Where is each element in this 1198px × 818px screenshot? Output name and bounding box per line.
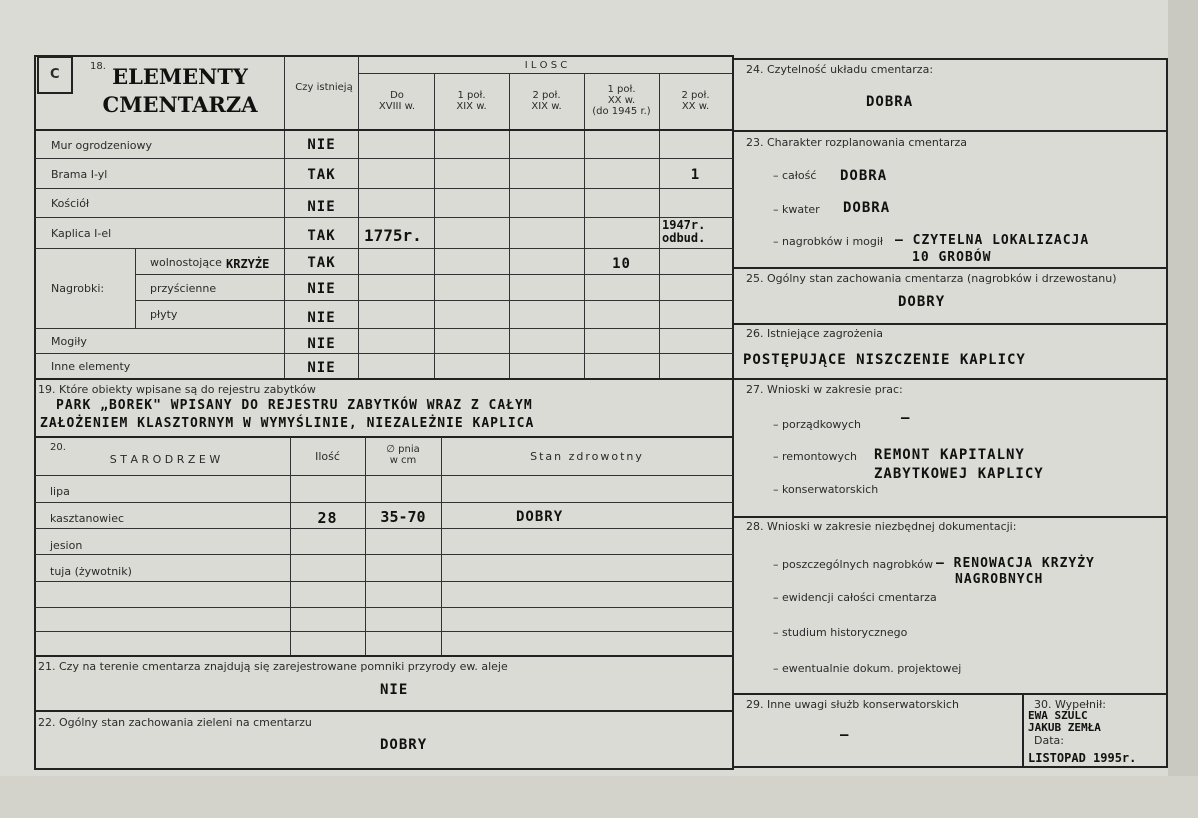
col-header-3: 2 poł. XIX w. (531, 90, 562, 112)
section-23-calosc-label: – całość (773, 169, 817, 182)
grid-line (733, 130, 1167, 132)
grid-line (733, 267, 1167, 269)
row-label-kaplica: Kaplica I-el (51, 227, 112, 240)
tree-pnia-kasztanowiec: 35-70 (380, 508, 426, 526)
tree-name-lipa: lipa (50, 485, 70, 498)
section-18-title-line1: ELEMENTY (112, 64, 248, 89)
section-29-value: – (840, 727, 850, 743)
grid-line (733, 693, 1167, 695)
section-30-data-label: Data: (1034, 734, 1064, 747)
kaplica-do-xviii: 1775r. (364, 226, 422, 245)
section-21-label: 21. Czy na terenie cmentarza znajdują się zarejestrowane pomniki przyrody ew. aleje (38, 660, 508, 673)
col-header-4: 1 poł. XX w. (do 1945 r.) (592, 84, 651, 117)
section-25-value: DOBRY (898, 294, 946, 310)
brama-2pol-xx: 1 (690, 167, 701, 183)
section-letter: C (50, 67, 60, 82)
ilosc-header: I L O S C (524, 60, 568, 71)
grid-line (35, 158, 733, 159)
grid-line (35, 528, 733, 529)
section-23-calosc-value: DOBRA (840, 168, 888, 184)
grid-line (135, 248, 136, 328)
kaplica-2pol-xx-b: odbud. (662, 231, 706, 245)
grid-line (35, 353, 733, 354)
grid-line (35, 475, 733, 476)
grid-line (584, 73, 585, 379)
col-stan: Stan zdrowotny (530, 450, 644, 463)
card-bottom-strip (0, 776, 1198, 818)
wolno-1pol-xx: 10 (612, 256, 631, 272)
section-22-value: DOBRY (380, 737, 428, 753)
section-23-nagrobkow-value2: 10 GROBÓW (912, 250, 992, 265)
card-edge (1168, 0, 1198, 818)
grid-line (1022, 694, 1024, 768)
section-25-label: 25. Ogólny stan zachowania cmentarza (nagrobków i drzewostanu) (746, 272, 1117, 285)
section-23-nagrobkow-label: – nagrobków i mogił (773, 235, 884, 248)
section-26-value: POSTĘPUJĄCE NISZCZENIE KAPLICY (743, 352, 1026, 368)
section-26-label: 26. Istniejące zagrożenia (746, 327, 884, 340)
tree-stan-kasztanowiec: DOBRY (516, 509, 564, 525)
section-27-porzadkowych-label: – porządkowych (773, 418, 861, 431)
czy-przy: NIE (307, 281, 336, 297)
row-label-plyty: płyty (150, 308, 178, 321)
section-28-poszczegolnych-value2: NAGROBNYCH (955, 572, 1044, 587)
grid-line (35, 631, 733, 632)
czy-mogily: NIE (307, 336, 336, 352)
col-header-5: 2 poł. XX w. (681, 90, 710, 112)
section-18-title-line2: CMENTARZA (102, 92, 258, 117)
row-label-mur: Mur ogrodzeniowy (51, 139, 152, 152)
grid-line (733, 378, 1167, 380)
section-30-name1: EWA SZULC (1028, 709, 1088, 722)
section-22-label: 22. Ogólny stan zachowania zieleni na cmentarzu (38, 716, 312, 729)
tree-ilosc-kasztanowiec: 28 (317, 509, 338, 527)
row-extra-krzyze: KRZYŻE (226, 257, 270, 271)
row-label-przyscienne: przyścienne (150, 282, 217, 295)
section-27-label: 27. Wnioski w zakresie prac: (746, 383, 903, 396)
grid-line (35, 248, 733, 249)
czy-brama: TAK (307, 167, 336, 183)
tree-name-jesion: jesion (50, 539, 83, 552)
row-label-nagrobki: Nagrobki: (51, 282, 105, 295)
section-28-label: 28. Wnioski w zakresie niezbędnej dokumentacji: (746, 520, 1017, 533)
czy-inne: NIE (307, 360, 336, 376)
col-starodrzew: S T A R O D R Z E W (109, 453, 221, 466)
tree-name-tuja: tuja (żywotnik) (50, 565, 132, 578)
grid-line (35, 554, 733, 555)
section-28-ewidencji-label: – ewidencji całości cmentarza (773, 591, 937, 604)
czy-mur: NIE (307, 137, 336, 153)
section-30-date: LISTOPAD 1995r. (1028, 751, 1137, 765)
grid-line (733, 516, 1167, 518)
section-23-nagrobkow-value1: – CZYTELNA LOKALIZACJA (895, 233, 1090, 248)
section-27-konserwatorskich-label: – konserwatorskich (773, 483, 879, 496)
czy-kosciol: NIE (307, 199, 336, 215)
grid-line (35, 710, 733, 712)
section-23-kwater-value: DOBRA (843, 200, 891, 216)
grid-line (35, 436, 733, 438)
grid-line (35, 188, 733, 189)
grid-line (509, 73, 510, 379)
section-27-porzadkowych-value: – (901, 410, 911, 426)
section-28-poszczegolnych-value1: – RENOWACJA KRZYŻY (936, 556, 1095, 571)
czy-istnieja-header: Czy istnieją (295, 82, 353, 93)
grid-line (35, 655, 733, 657)
grid-line (35, 217, 733, 218)
section-23-kwater-label: – kwater (773, 203, 820, 216)
grid-line (733, 323, 1167, 325)
section-20-number: 20. (50, 442, 66, 453)
grid-line (659, 73, 660, 379)
czy-kaplica: TAK (307, 228, 336, 244)
grid-line (434, 73, 435, 379)
section-29-label: 29. Inne uwagi służb konserwatorskich (746, 698, 959, 711)
grid-line (290, 437, 291, 655)
row-label-brama: Brama I-yl (51, 168, 108, 181)
section-24-label: 24. Czytelność układu cmentarza: (746, 63, 934, 76)
section-27-remontowych-value2: ZABYTKOWEJ KAPLICY (874, 466, 1044, 482)
czy-plyty: NIE (307, 310, 336, 326)
col-header-2: 1 poł. XIX w. (456, 90, 487, 112)
grid-line (358, 73, 732, 74)
col-header-1: Do XVIII w. (378, 90, 416, 112)
grid-line (35, 581, 733, 582)
col-pnia: ∅ pnia w cm (386, 444, 420, 466)
section-23-label: 23. Charakter rozplanowania cmentarza (746, 136, 967, 149)
section-19-line2: ZAŁOŻENIEM KLASZTORNYM W WYMYŚLINIE, NIEZALEŻNIE KAPLICA (40, 416, 535, 431)
row-label-wolnostojace: wolnostojące (150, 256, 222, 269)
tree-name-kasztanowiec: kasztanowiec (50, 512, 125, 525)
grid-line (35, 607, 733, 608)
row-label-inne: Inne elementy (51, 360, 131, 373)
grid-line (365, 437, 366, 655)
czy-wolno: TAK (307, 255, 336, 271)
grid-line (441, 437, 442, 655)
section-18-number: 18. (90, 61, 106, 72)
col-ilosc: Ilość (315, 450, 340, 463)
section-30-label: 30. Wypełnił: (1034, 698, 1106, 711)
grid-line (35, 129, 733, 131)
section-28-poszczegolnych-label: – poszczególnych nagrobków (773, 558, 933, 571)
section-28-studium-label: – studium historycznego (773, 626, 908, 639)
grid-line (35, 378, 733, 380)
section-27-remontowych-value1: REMONT KAPITALNY (874, 447, 1025, 463)
section-19-label: 19. Które obiekty wpisane są do rejestru zabytków (38, 383, 316, 396)
section-19-line1: PARK „BOREK" WPISANY DO REJESTRU ZABYTKÓW WRAZ Z CAŁYM (56, 398, 533, 413)
grid-line (135, 300, 733, 301)
section-28-ewentualnie-label: – ewentualnie dokum. projektowej (773, 662, 962, 675)
row-label-mogily: Mogiły (51, 335, 87, 348)
grid-line (35, 328, 733, 329)
section-27-remontowych-label: – remontowych (773, 450, 858, 463)
kaplica-2pol-xx-a: 1947r. (662, 218, 706, 232)
row-label-kosciol: Kościół (51, 197, 90, 210)
grid-line (135, 274, 733, 275)
grid-line (35, 502, 733, 503)
section-21-value: NIE (380, 682, 409, 698)
section-30-name2: JAKUB ZEMŁA (1028, 721, 1101, 734)
section-24-value: DOBRA (866, 94, 914, 110)
